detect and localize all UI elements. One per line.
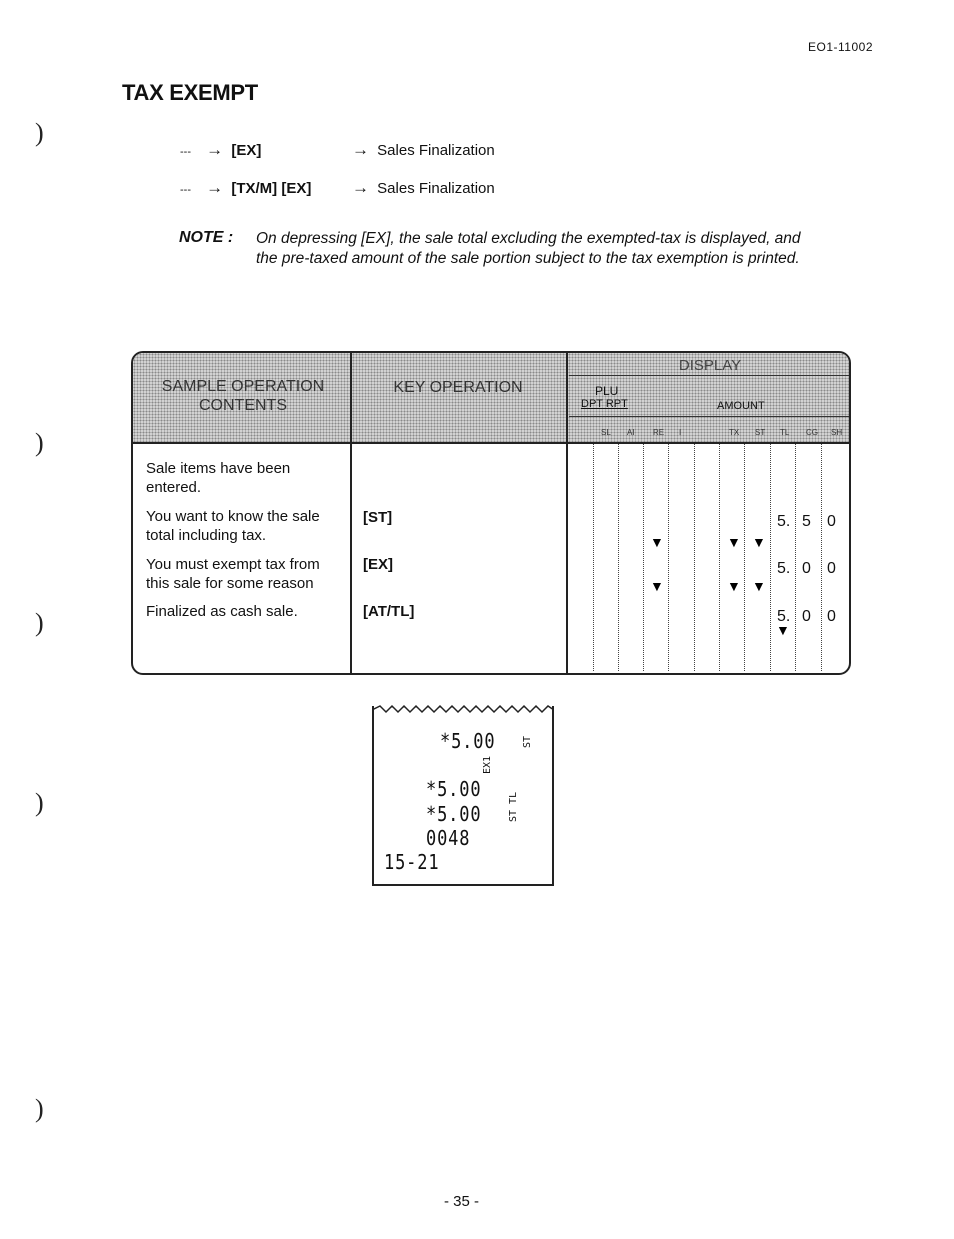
receipt-line: 0048 xyxy=(426,826,471,850)
receipt-tag: EX1 xyxy=(482,755,493,774)
display-column-guide xyxy=(795,444,796,671)
row-key-4: [AT/TL] xyxy=(363,603,415,620)
display-digit: 0 xyxy=(802,560,811,577)
key-sequence-target-label: Sales Finalization xyxy=(377,180,495,197)
display-column-guide xyxy=(694,444,695,671)
flag-indicator-triangle: ▼ xyxy=(650,534,664,550)
header-sample-operation-contents: SAMPLE OPERATION CONTENTS xyxy=(161,378,325,414)
section-title: TAX EXEMPT xyxy=(122,80,258,105)
display-digit: 5 xyxy=(802,513,811,530)
operation-table xyxy=(131,351,851,675)
dash-mark: --- xyxy=(180,184,191,196)
binder-hole-mark: ) xyxy=(35,1094,44,1123)
receipt-tag: ST TL xyxy=(508,791,519,822)
display-label-plu: PLU xyxy=(595,384,619,398)
column-divider xyxy=(566,353,568,673)
flag-label: ST xyxy=(755,428,766,437)
flag-label: AI xyxy=(627,428,635,437)
display-column-guide xyxy=(593,444,594,671)
receipt-line: 15-21 xyxy=(384,850,440,874)
display-digit: 0 xyxy=(827,560,836,577)
flag-label: SH xyxy=(831,428,843,437)
header-key-operation: KEY OPERATION xyxy=(393,379,523,396)
arrow-right-icon: → xyxy=(352,178,369,197)
display-digit: 0 xyxy=(802,608,811,625)
binder-hole-mark: ) xyxy=(35,428,44,457)
key-sequence-target xyxy=(352,178,495,198)
display-digit: 0 xyxy=(827,608,836,625)
arrow-right-icon: → xyxy=(352,140,369,159)
display-digit: 5. xyxy=(777,608,791,625)
flag-indicator-triangle: ▼ xyxy=(776,622,790,638)
dash-mark: --- xyxy=(180,146,191,158)
note-label: NOTE : xyxy=(179,229,234,246)
display-column-guide xyxy=(744,444,745,671)
arrow-right-icon: → xyxy=(206,140,224,159)
flag-label: I xyxy=(679,428,682,437)
key-sequence-keys: [EX] xyxy=(231,142,262,159)
receipt-line: *5.00 xyxy=(426,802,482,826)
key-sequence-keys: [TX/M] [EX] xyxy=(231,180,312,197)
key-sequence-2 xyxy=(180,178,495,198)
display-label-dpt-rpt: DPT RPT xyxy=(581,398,628,410)
display-digit: 0 xyxy=(827,513,836,530)
key-sequence-target-label: Sales Finalization xyxy=(377,142,495,159)
display-label-amount: AMOUNT xyxy=(717,400,765,412)
flag-indicator-triangle: ▼ xyxy=(752,534,766,550)
row-key-3: [EX] xyxy=(363,556,393,573)
display-label-rule xyxy=(569,416,849,417)
display-column-guide xyxy=(643,444,644,671)
receipt-tag: ST xyxy=(522,735,533,748)
row-contents-2: You want to know the sale total including tax. xyxy=(146,508,320,544)
column-divider xyxy=(350,353,352,673)
receipt-line: *5.00 xyxy=(426,777,482,801)
flag-indicator-triangle: ▼ xyxy=(727,534,741,550)
key-sequence-1 xyxy=(180,140,495,160)
row-contents-4: Finalized as cash sale. xyxy=(146,603,298,620)
flag-label: SL xyxy=(601,428,611,437)
flag-indicator-triangle: ▼ xyxy=(727,578,741,594)
display-column-guide xyxy=(618,444,619,671)
printed-receipt xyxy=(372,706,554,886)
binder-hole-mark: ) xyxy=(35,608,44,637)
display-digit: 5. xyxy=(777,560,791,577)
display-column-guide xyxy=(770,444,771,671)
row-contents-3: You must exempt tax from this sale for some reason xyxy=(146,556,320,592)
display-digit: 5. xyxy=(777,513,791,530)
receipt-line: *5.00 xyxy=(440,729,496,753)
header-display: DISPLAY xyxy=(678,357,742,374)
flag-label: RE xyxy=(653,428,665,437)
row-contents-1: Sale items have been entered. xyxy=(146,460,291,496)
document-number: EO1-11002 xyxy=(808,40,873,54)
display-column-guide xyxy=(719,444,720,671)
torn-edge-icon xyxy=(372,702,554,714)
key-sequence-target xyxy=(352,140,495,160)
flag-label: CG xyxy=(806,428,818,437)
flag-indicator-triangle: ▼ xyxy=(752,578,766,594)
row-key-2: [ST] xyxy=(363,509,393,526)
binder-hole-mark: ) xyxy=(35,118,44,147)
display-sublabels xyxy=(569,375,849,442)
flag-label: TX xyxy=(729,428,740,437)
note-text: On depressing [EX], the sale total excluding the exempted-tax is displayed, and the pre-taxed amount of the sale portion subject to the tax exemption is printed. xyxy=(256,230,801,267)
display-column-guide xyxy=(668,444,669,671)
flag-indicator-triangle: ▼ xyxy=(650,578,664,594)
display-column-guide xyxy=(821,444,822,671)
flag-label: TL xyxy=(780,428,790,437)
page-number: - 35 - xyxy=(444,1193,480,1210)
binder-hole-mark: ) xyxy=(35,788,44,817)
arrow-right-icon: → xyxy=(206,178,224,197)
